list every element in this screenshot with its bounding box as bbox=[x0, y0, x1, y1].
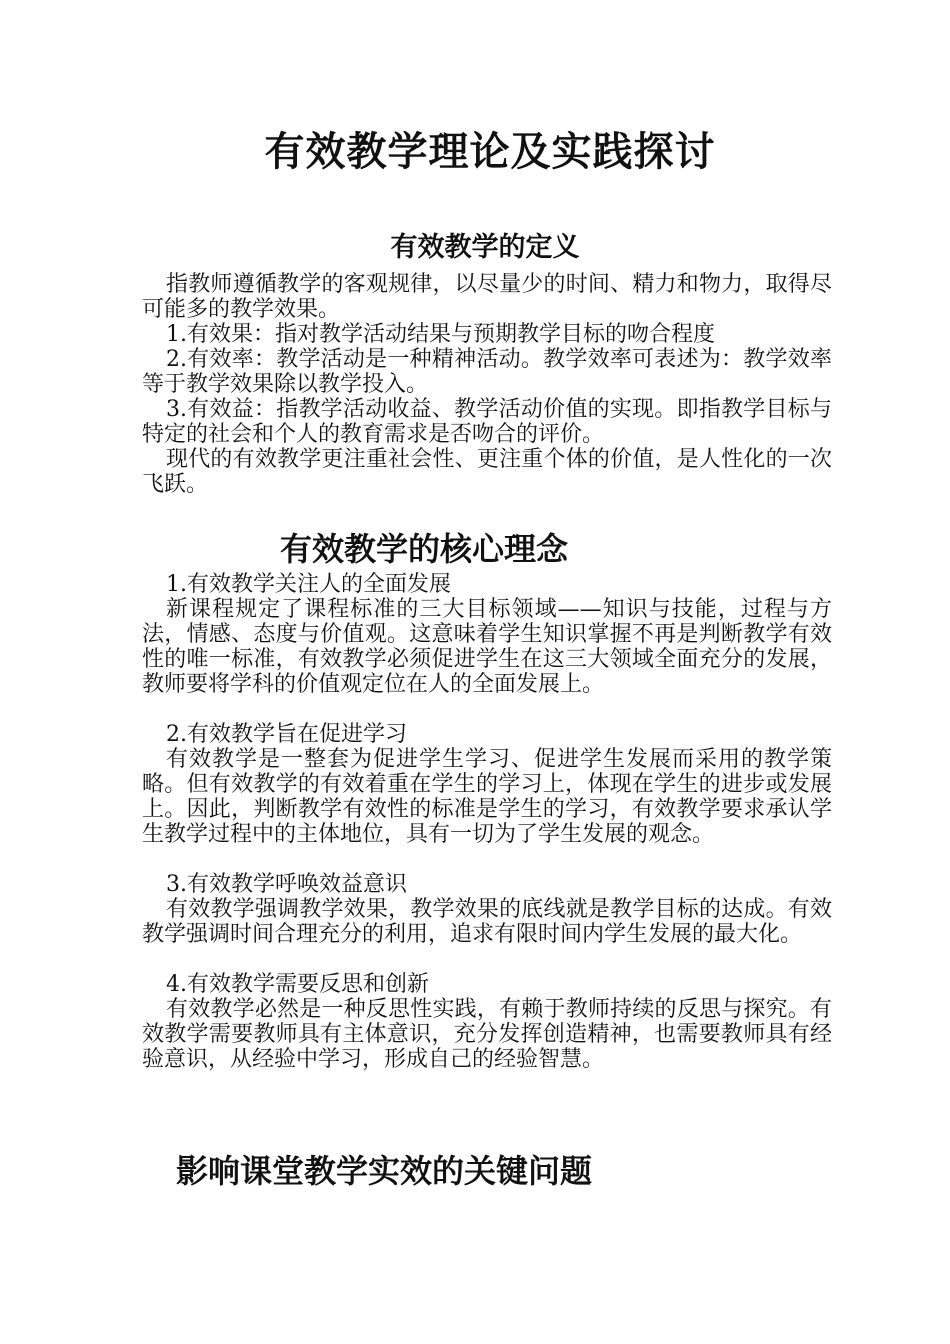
core-idea-body-2: 有效教学是一整套为促进学生学习、促进学生发展而采用的教学策略。但有效教学的有效着重在学生的学习上，体现在学生的进步或发展上。因此，判断教学有效性的标准是学生的学习，有效教学要求承认学生教学过程中的主体地位，具有一切为了学生发展的观念。 bbox=[142, 747, 832, 847]
core-idea-body-3: 有效教学强调教学效果，教学效果的底线就是教学目标的达成。有效教学强调时间合理充分的利用，追求有限时间内学生发展的最大化。 bbox=[142, 897, 832, 947]
core-idea-title-4: 4.有效教学需要反思和创新 bbox=[166, 972, 429, 997]
definition-item-benefit: 3.有效益：指教学活动收益、教学活动价值的实现。即指教学目标与特定的社会和个人的教育需求是否吻合的评价。 bbox=[142, 397, 832, 447]
definition-item-efficiency: 2.有效率：教学活动是一种精神活动。教学效率可表述为：教学效率等于教学效果除以教学投入。 bbox=[142, 347, 832, 397]
core-idea-body-1: 新课程规定了课程标准的三大目标领域——知识与技能，过程与方法，情感、态度与价值观。这意味着学生知识掌握不再是判断教学有效性的唯一标准，有效教学必须促进学生在这三大领域全面充分的发展，教师要将学科的价值观定位在人的全面发展上。 bbox=[142, 597, 832, 697]
core-ideas-block bbox=[142, 572, 832, 1072]
definition-block bbox=[142, 272, 832, 497]
spacer bbox=[142, 947, 832, 972]
section-heading-key-issues: 影响课堂教学实效的关键问题 bbox=[176, 1152, 593, 1190]
definition-item-effect: 1.有效果：指对教学活动结果与预期教学目标的吻合程度 bbox=[166, 322, 715, 347]
spacer bbox=[142, 847, 832, 872]
core-idea-title-1: 1.有效教学关注人的全面发展 bbox=[166, 572, 451, 597]
definition-summary: 现代的有效教学更注重社会性、更注重个体的价值，是人性化的一次飞跃。 bbox=[142, 447, 832, 497]
section-heading-definition: 有效教学的定义 bbox=[390, 232, 580, 263]
section-heading-core-ideas: 有效教学的核心理念 bbox=[280, 530, 569, 568]
definition-paragraph: 指教师遵循教学的客观规律，以尽量少的时间、精力和物力，取得尽可能多的教学效果。 bbox=[142, 272, 832, 322]
spacer bbox=[142, 697, 832, 722]
page-title: 有效教学理论及实践探讨 bbox=[264, 128, 716, 175]
core-idea-body-4: 有效教学必然是一种反思性实践，有赖于教师持续的反思与探究。有效教学需要教师具有主体意识，充分发挥创造精神，也需要教师具有经验意识，从经验中学习，形成自己的经验智慧。 bbox=[142, 997, 832, 1072]
core-idea-title-2: 2.有效教学旨在促进学习 bbox=[166, 722, 407, 747]
core-idea-title-3: 3.有效教学呼唤效益意识 bbox=[166, 872, 407, 897]
